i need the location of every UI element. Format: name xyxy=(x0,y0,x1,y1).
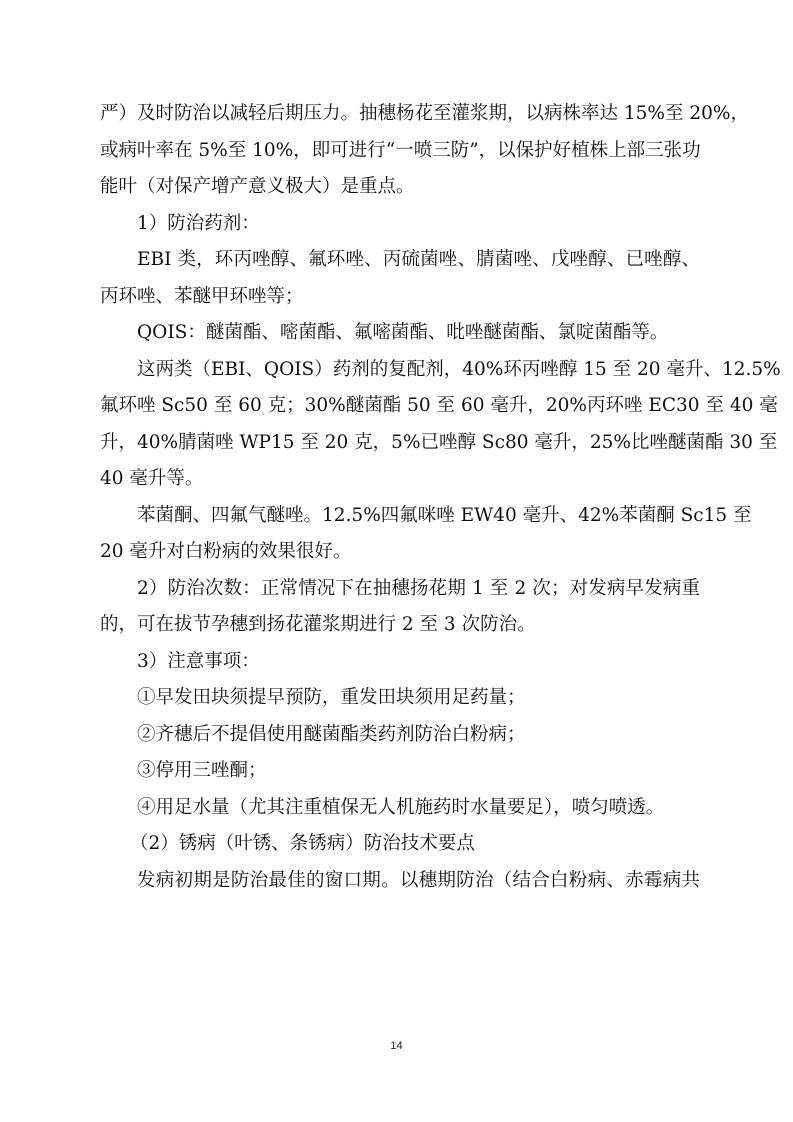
page-number: 14 xyxy=(390,1040,403,1052)
text-line: 40 毫升等。 xyxy=(100,468,204,489)
list-item: ③停用三唑酮； xyxy=(137,760,267,781)
text-line: 2）防治次数：正常情况下在抽穗扬花期 1 至 2 次；对发病早发病重 xyxy=(137,577,700,599)
text-line: QOIS：醚菌酯、嘧菌酯、氟嘧菌酯、吡唑醚菌酯、氯啶菌酯等。 xyxy=(137,322,669,343)
section-heading: 3）注意事项： xyxy=(137,650,260,672)
list-item: ②齐穗后不提倡使用醚菌酯类药剂防治白粉病； xyxy=(137,723,526,745)
text-line: 的，可在拔节孕穗到扬花灌浆期进行 2 至 3 次防治。 xyxy=(100,614,536,635)
text-line: 20 毫升对白粉病的效果很好。 xyxy=(100,541,352,562)
list-item: ④用足水量（尤其注重植保无人机施药时水量要足），喷匀喷透。 xyxy=(137,796,665,818)
text-line: 发病初期是防治最佳的窗口期。以穗期防治（结合白粉病、赤霉病共 xyxy=(137,869,700,891)
section-heading: 1）防治药剂： xyxy=(137,212,260,234)
section-heading: （2）锈病（叶锈、条锈病）防治技术要点 xyxy=(130,833,475,854)
list-item: ①早发田块须提早预防，重发田块须用足药量； xyxy=(137,687,526,708)
document-body xyxy=(100,96,781,899)
text-line: 丙环唑、苯醚甲环唑等； xyxy=(100,285,304,307)
text-line: 严）及时防治以减轻后期压力。抽穗杨花至灌浆期，以病株率达 15%至 20%， xyxy=(100,103,750,124)
text-line: EBI 类，环丙唑醇、氟环唑、丙硫菌唑、腈菌唑、戊唑醇、已唑醇、 xyxy=(137,249,700,270)
text-line: 能叶（对保产增产意义极大）是重点。 xyxy=(100,176,415,197)
text-line: 苯菌酮、四氟气醚唑。12.5%四氟咪唑 EW40 毫升、42%苯菌酮 Sc15 至 xyxy=(137,504,752,526)
text-line: 或病叶率在 5%至 10%，即可进行“一喷三防”，以保护好植株上部三张功 xyxy=(100,139,701,161)
text-line: 升，40%腈菌唑 WP15 至 20 克，5%已唑醇 Sc80 毫升，25%比唑醚菌酯 30 至 xyxy=(100,431,778,453)
text-line: 氟环唑 Sc50 至 60 克；30%醚菌酯 50 至 60 毫升，20%丙环唑 EC30 至 40 毫 xyxy=(100,395,778,416)
text-line: 这两类（EBI、QOIS）药剂的复配剂，40%环丙唑醇 15 至 20 毫升、12.5% xyxy=(137,358,781,380)
